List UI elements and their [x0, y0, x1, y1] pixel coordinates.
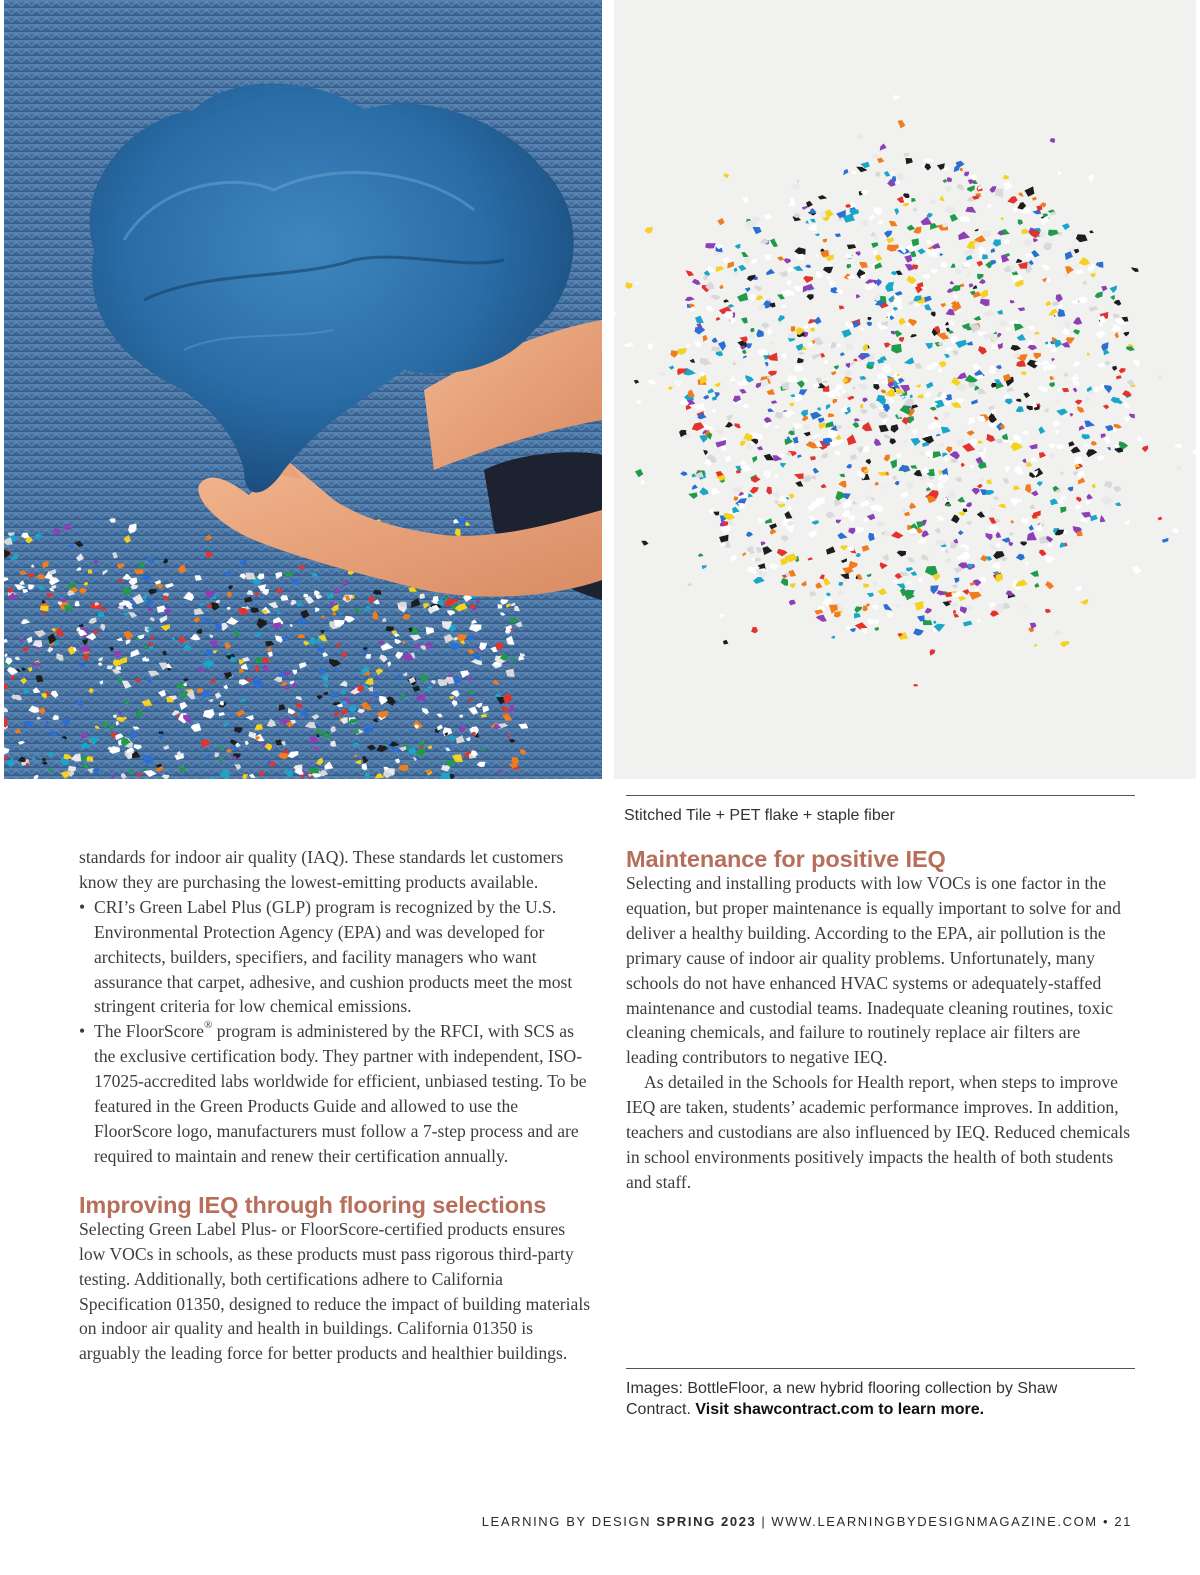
page-number: 21: [1114, 1514, 1132, 1529]
pet-flake: [811, 476, 816, 480]
maintenance-paragraph-1: Selecting and installing products with low VOCs is one factor in the equation, but proper maintenance is equally important to solve for and deliver a healthy building. According to the EPA, air pollution is the primary cause of indoor air quality problems. Unfortunately, many schools do not have enhanced HVAC systems or adequately-staffed maintenance and custodial teams. Inadequate cleaning routines, toxic cleaning chemicals, and failure to routinely replace air filters are leading contributors to negative IEQ.: [626, 873, 1121, 1068]
page-footer: [482, 1514, 1132, 1529]
pet-flake: [498, 604, 503, 609]
bullet-floorscore: [79, 1019, 594, 1168]
footer-issue: SPRING 2023: [656, 1514, 757, 1529]
bullet-green-label-plus: • CRI’s Green Label Plus (GLP) program is recognized by the U.S. Environmental Protection Agency (EPA) and was developed for architects, builders, specifiers, and facility managers who want assurance that carpet, adhesive, and cushion products meet the most stringent criteria for low chemical emissions.: [79, 895, 594, 1020]
caption-rule-bottom: [626, 1368, 1135, 1369]
left-flooring-paragraph: Selecting Green Label Plus- or FloorScore-certified products ensures low VOCs in schools, as these products must pass rigorous third-party testing. Additionally, both certifications adhere to California Specification 01350, designed to reduce the impact of building materials on indoor air quality and health in buildings. California 01350 is arguably the leading force for better products and healthier buildings.: [79, 1218, 591, 1364]
image-credit: [626, 1378, 1126, 1420]
floorscore-text-rest: program is administered by the RFCI, with SCS as the exclusive certification body. They partner with independent, ISO-17025-accredited labs worldwide for efficient, unbiased testing. To be featured in the Green Products Guide and allowed to use the FloorScore logo, manufacturers must follow a 7-step process and are required to maintain and renew their certification annually.: [94, 1021, 587, 1166]
photo-caption: Stitched Tile + PET flake + staple fiber: [624, 807, 895, 824]
photo-blue-fiber: [4, 0, 602, 779]
photo-blue-fiber-graphic: [4, 0, 602, 779]
shawcontract-link[interactable]: Visit shawcontract.com to learn more.: [695, 1401, 985, 1418]
pet-flake: [440, 773, 450, 779]
pet-flake: [331, 692, 339, 697]
pet-flake: [982, 254, 988, 259]
footer-divider: |: [761, 1514, 767, 1529]
image-credit-text: Images: BottleFloor, a new hybrid flooring collection by Shaw Contract.: [626, 1380, 1058, 1418]
footer-url[interactable]: WWW.LEARNINGBYDESIGNMAGAZINE.COM: [771, 1514, 1098, 1529]
left-column: [79, 845, 594, 1366]
photo-pet-flake: [614, 0, 1196, 779]
maintenance-paragraph-2: As detailed in the Schools for Health report, when steps to improve IEQ are taken, students’ academic performance improves. In addition, teachers and custodians are also influenced by IEQ. Reduced chemicals in school environments positively impacts the health of both students and staff.: [626, 1072, 1131, 1192]
left-intro-paragraph: standards for indoor air quality (IAQ). These standards let customers know they are purchasing the lowest-emitting products available.: [79, 847, 564, 892]
pet-flake: [956, 439, 964, 445]
certification-list: [79, 895, 594, 1169]
heading-improving-ieq: Improving IEQ through flooring selections: [79, 1191, 547, 1218]
photo-pet-flake-graphic: [614, 0, 1196, 779]
registered-mark: ®: [203, 1019, 213, 1032]
pet-flake: [79, 646, 91, 652]
caption-rule-top: [626, 795, 1135, 796]
pet-flake: [960, 216, 970, 222]
footer-bullet: •: [1102, 1514, 1110, 1529]
right-column: [626, 845, 1136, 1195]
floorscore-text-start: The FloorScore: [94, 1021, 204, 1042]
footer-magazine-name: LEARNING BY DESIGN: [481, 1514, 652, 1529]
heading-maintenance-ieq: Maintenance for positive IEQ: [626, 846, 946, 872]
